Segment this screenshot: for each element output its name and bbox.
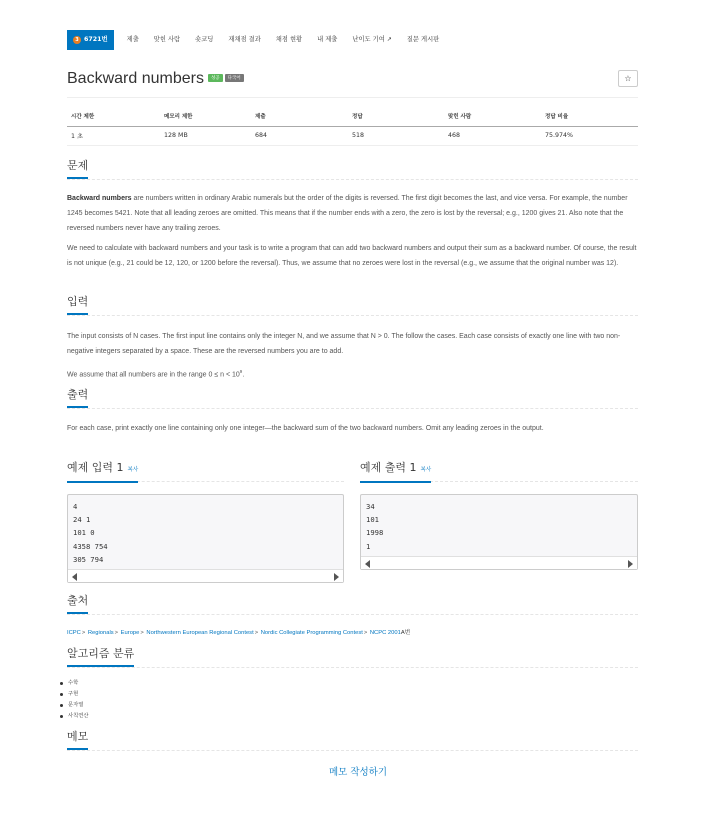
algorithm-tag-list: [58, 678, 88, 722]
section-memo-header: 메모: [67, 729, 638, 751]
sample-output-header: 예제 출력 1 복사: [360, 460, 638, 482]
input-paragraph-1: The input consists of N cases. The first input line contains only the integer N, and we assume that N > 0. The follow the cases. Each case consists of exactly one line with two non-negative integers separated by a space. These are the reversed numbers you are to add.: [67, 333, 621, 355]
header-time-limit: 시간 제한: [67, 107, 160, 126]
algorithm-tag[interactable]: 문자열: [58, 700, 88, 711]
star-button[interactable]: [618, 70, 638, 87]
description-paragraph-2: We need to calculate with backward numbers and your task is to write a program that can add two backward numbers and output their sum as a backward number. Of course, the result is not unique (e.g., 21 could be 12, 120, or 1200 before the reversal). Thus, we assume that no zeroes were lost in the reversal (e.g., we assume that the original number was 12).: [67, 245, 637, 267]
value-accepted: 518: [348, 126, 444, 145]
header-accept-rate: 정답 비율: [541, 107, 638, 126]
external-link-icon: ↗: [386, 36, 392, 43]
value-memory-limit: 128 MB: [160, 126, 251, 145]
nav-difficulty-contribution[interactable]: 난이도 기여 ↗: [352, 36, 392, 43]
nav-short-coding[interactable]: 숏코딩: [195, 36, 214, 43]
header-accepted: 정답: [348, 107, 444, 126]
nav-question-board[interactable]: 질문 게시판: [406, 36, 440, 43]
scroll-left-icon[interactable]: [72, 573, 77, 581]
source-link-regionals[interactable]: Regionals: [87, 630, 114, 636]
write-memo-link[interactable]: 메모 작성하기: [328, 767, 388, 778]
algorithm-tag[interactable]: 사칙연산: [58, 711, 88, 722]
sample-input-header: 예제 입력 1 복사: [67, 460, 344, 482]
page-title: Backward numbers 성공 다국어: [67, 70, 244, 88]
scroll-right-icon[interactable]: [334, 573, 339, 581]
section-algorithm-header: 알고리즘 분류: [67, 646, 638, 668]
value-submissions: 684: [251, 126, 348, 145]
algorithm-tag[interactable]: 수학: [58, 678, 88, 689]
section-input-header: 입력: [67, 294, 638, 316]
star-icon: ☆: [624, 74, 632, 83]
source-link-nwerc[interactable]: Northwestern European Regional Contest: [146, 630, 254, 636]
level-icon: 3: [73, 36, 81, 44]
nav-rejudge-result[interactable]: 재채점 결과: [228, 36, 261, 43]
input-paragraph-2: We assume that all numbers are in the range $0 \le n < 10^9$.: [67, 369, 245, 379]
nav-status[interactable]: 채점 현황: [275, 36, 303, 43]
value-solved-users: 468: [444, 126, 541, 145]
scroll-left-icon[interactable]: [365, 560, 370, 568]
sample-input-box[interactable]: [67, 494, 344, 583]
nav-solved-users[interactable]: 맞힌 사람: [153, 36, 181, 43]
output-paragraph-1: For each case, print exactly one line containing only one integer—the backward sum of the two backward numbers. Omit any leading zeroes in the output.: [67, 425, 544, 432]
section-source-header: 출처: [67, 593, 638, 615]
value-time-limit: 1 초: [67, 126, 160, 145]
problem-info-table: [67, 107, 638, 146]
source-link-icpc[interactable]: ICPC: [67, 630, 81, 636]
source-link-ncpc-2001[interactable]: NCPC 2001: [369, 630, 401, 636]
header-memory-limit: 메모리 제한: [160, 107, 251, 126]
source-link-europe[interactable]: Europe: [120, 630, 140, 636]
problem-nav: [67, 30, 454, 50]
scroll-right-icon[interactable]: [628, 560, 633, 568]
sample-output-text: 34 101 1998 1: [366, 502, 384, 551]
source-breadcrumb: ICPC> Regionals> Europe> Northwestern European Regional Contest> Nordic Collegiate Programming Contest> NCPC 2001A번: [67, 630, 411, 636]
value-accept-rate: 75.974%: [541, 126, 638, 145]
header-submissions: 제출: [251, 107, 348, 126]
sample-input-scrollbar[interactable]: [68, 569, 343, 582]
success-badge: 성공: [208, 74, 223, 82]
nav-my-submissions[interactable]: 내 제출: [317, 36, 338, 43]
nav-problem-number[interactable]: 3 6721번: [67, 30, 114, 50]
header-solved-users: 맞힌 사람: [444, 107, 541, 126]
sample-output-scrollbar[interactable]: [361, 556, 637, 569]
sample-input-text: 4 24 1 101 0 4358 754 305 794: [73, 502, 108, 564]
title-row: [67, 68, 638, 98]
section-description-header: 문제: [67, 158, 638, 180]
description-paragraph-1: Backward numbers are numbers written in ordinary Arabic numerals but the order of the digits is reversed. The first digit becomes the last, and vice versa. For example, the number 1245 becomes 5421. Note that all leading zeroes are omitted. This means that if the number ends with a zero, the zero is lost by the reversal; e.g., 1200 gives 21. Also note that the reversed numbers never have any trailing zeroes.: [67, 195, 628, 232]
copy-sample-input-button[interactable]: 복사: [127, 467, 139, 473]
multilang-badge: 다국어: [225, 74, 244, 82]
algorithm-tag[interactable]: 구현: [58, 689, 88, 700]
nav-submit[interactable]: 제출: [126, 36, 139, 43]
copy-sample-output-button[interactable]: 복사: [420, 467, 432, 473]
source-link-ncpc[interactable]: Nordic Collegiate Programming Contest: [260, 630, 363, 636]
section-output-header: 출력: [67, 387, 638, 409]
sample-output-box[interactable]: [360, 494, 638, 570]
